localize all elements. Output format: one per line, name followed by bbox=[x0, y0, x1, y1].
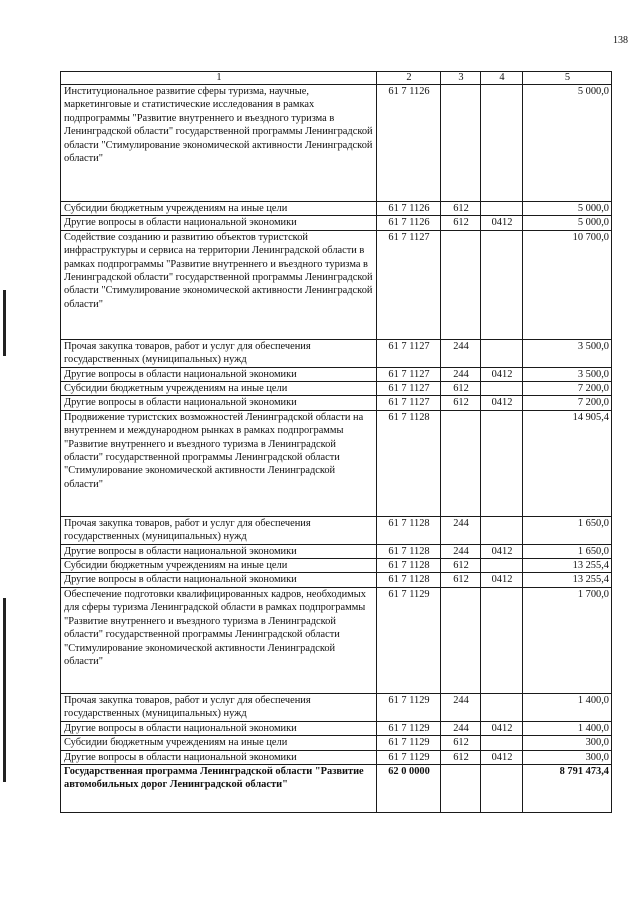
table-row bbox=[61, 85, 612, 202]
table-row bbox=[61, 721, 612, 735]
row-csr: 61 7 1128 bbox=[377, 559, 441, 573]
row-sum: 5 000,0 bbox=[523, 202, 612, 216]
row-csr: 61 7 1128 bbox=[377, 516, 441, 544]
column-header: 2 bbox=[377, 72, 441, 85]
table-row bbox=[61, 693, 612, 721]
row-vr: 244 bbox=[441, 721, 481, 735]
table-row bbox=[61, 410, 612, 516]
row-vr: 612 bbox=[441, 216, 481, 230]
table-row bbox=[61, 339, 612, 367]
row-sum: 1 400,0 bbox=[523, 721, 612, 735]
row-name: Продвижение туристских возможностей Ленинградской области на внутреннем и международном рынках в рамках подпрограммы "Развитие внутреннего и въездного туризма в Ленинградской области" государственной программы Ленинградской области "Стимулирование экономической активности Ленинградской области" bbox=[61, 410, 377, 516]
column-header: 4 bbox=[481, 72, 523, 85]
table-row-program-total bbox=[61, 764, 612, 812]
table-header-row bbox=[61, 72, 612, 85]
row-rz bbox=[481, 339, 523, 367]
row-vr: 612 bbox=[441, 202, 481, 216]
row-vr: 244 bbox=[441, 367, 481, 381]
row-sum: 1 400,0 bbox=[523, 693, 612, 721]
table-row bbox=[61, 750, 612, 764]
row-vr: 612 bbox=[441, 396, 481, 410]
row-name: Другие вопросы в области национальной экономики bbox=[61, 573, 377, 587]
row-name: Субсидии бюджетным учреждениям на иные цели bbox=[61, 382, 377, 396]
row-sum: 5 000,0 bbox=[523, 216, 612, 230]
row-csr: 61 7 1127 bbox=[377, 367, 441, 381]
row-sum: 7 200,0 bbox=[523, 396, 612, 410]
row-sum: 14 905,4 bbox=[523, 410, 612, 516]
row-sum: 1 650,0 bbox=[523, 516, 612, 544]
row-rz bbox=[481, 693, 523, 721]
row-name: Субсидии бюджетным учреждениям на иные цели bbox=[61, 559, 377, 573]
row-sum: 10 700,0 bbox=[523, 230, 612, 339]
row-sum: 3 500,0 bbox=[523, 367, 612, 381]
row-csr: 62 0 0000 bbox=[377, 764, 441, 812]
table-row bbox=[61, 382, 612, 396]
row-csr: 61 7 1126 bbox=[377, 85, 441, 202]
row-rz bbox=[481, 202, 523, 216]
row-sum: 7 200,0 bbox=[523, 382, 612, 396]
table-row bbox=[61, 736, 612, 750]
scan-artifact bbox=[3, 290, 6, 356]
row-rz bbox=[481, 382, 523, 396]
row-vr: 244 bbox=[441, 693, 481, 721]
row-name: Прочая закупка товаров, работ и услуг для обеспечения государственных (муниципальных) нужд bbox=[61, 516, 377, 544]
row-csr: 61 7 1128 bbox=[377, 573, 441, 587]
row-vr: 612 bbox=[441, 559, 481, 573]
row-csr: 61 7 1129 bbox=[377, 693, 441, 721]
row-name: Другие вопросы в области национальной экономики bbox=[61, 367, 377, 381]
row-rz bbox=[481, 230, 523, 339]
row-csr: 61 7 1129 bbox=[377, 721, 441, 735]
row-sum: 8 791 473,4 bbox=[523, 764, 612, 812]
scan-artifact bbox=[3, 598, 6, 782]
row-rz bbox=[481, 587, 523, 693]
row-sum: 3 500,0 bbox=[523, 339, 612, 367]
row-vr: 612 bbox=[441, 573, 481, 587]
column-header: 1 bbox=[61, 72, 377, 85]
column-header: 5 bbox=[523, 72, 612, 85]
row-name: Институциональное развитие сферы туризма, научные, маркетинговые и статистические исследования в рамках подпрограммы "Развитие внутреннего и въездного туризма в Ленинградской области" государственной программы Ленинградской области "Стимулирование экономической активности Ленинградской области" bbox=[61, 85, 377, 202]
table-row bbox=[61, 216, 612, 230]
row-vr: 244 bbox=[441, 544, 481, 558]
row-sum: 1 650,0 bbox=[523, 544, 612, 558]
row-name: Другие вопросы в области национальной экономики bbox=[61, 396, 377, 410]
row-name: Обеспечение подготовки квалифицированных кадров, необходимых для сферы туризма Ленинградской области в рамках подпрограммы "Развитие внутреннего и въездного туризма в Ленинградской области" государственной программы Ленинградской области "Стимулирование экономической активности Ленинградской области" bbox=[61, 587, 377, 693]
row-name: Прочая закупка товаров, работ и услуг для обеспечения государственных (муниципальных) нужд bbox=[61, 339, 377, 367]
row-vr: 612 bbox=[441, 382, 481, 396]
table-row bbox=[61, 230, 612, 339]
row-rz: 0412 bbox=[481, 573, 523, 587]
row-name: Содействие созданию и развитию объектов туристской инфраструктуры и сервиса на территории Ленинградской области в рамках подпрограммы "Развитие внутреннего и въездного туризма в Ленинградской области" государственной программы Ленинградской области "Стимулирование экономической активности Ленинградской области" bbox=[61, 230, 377, 339]
row-vr bbox=[441, 410, 481, 516]
row-rz bbox=[481, 85, 523, 202]
row-csr: 61 7 1128 bbox=[377, 544, 441, 558]
row-csr: 61 7 1127 bbox=[377, 230, 441, 339]
row-sum: 300,0 bbox=[523, 736, 612, 750]
row-rz bbox=[481, 559, 523, 573]
row-csr: 61 7 1129 bbox=[377, 750, 441, 764]
row-name: Субсидии бюджетным учреждениям на иные цели bbox=[61, 202, 377, 216]
row-rz bbox=[481, 764, 523, 812]
page-number: 138 bbox=[613, 35, 628, 46]
row-rz bbox=[481, 736, 523, 750]
row-sum: 13 255,4 bbox=[523, 559, 612, 573]
row-rz: 0412 bbox=[481, 216, 523, 230]
table-row bbox=[61, 544, 612, 558]
row-csr: 61 7 1129 bbox=[377, 587, 441, 693]
row-csr: 61 7 1127 bbox=[377, 396, 441, 410]
row-vr: 612 bbox=[441, 736, 481, 750]
row-rz bbox=[481, 516, 523, 544]
row-vr bbox=[441, 230, 481, 339]
row-csr: 61 7 1127 bbox=[377, 382, 441, 396]
row-sum: 5 000,0 bbox=[523, 85, 612, 202]
row-sum: 1 700,0 bbox=[523, 587, 612, 693]
row-name: Субсидии бюджетным учреждениям на иные цели bbox=[61, 736, 377, 750]
row-rz: 0412 bbox=[481, 750, 523, 764]
row-sum: 300,0 bbox=[523, 750, 612, 764]
row-csr: 61 7 1126 bbox=[377, 202, 441, 216]
row-vr bbox=[441, 85, 481, 202]
table-row bbox=[61, 559, 612, 573]
row-rz: 0412 bbox=[481, 396, 523, 410]
row-csr: 61 7 1127 bbox=[377, 339, 441, 367]
row-name: Другие вопросы в области национальной экономики bbox=[61, 750, 377, 764]
table-row bbox=[61, 367, 612, 381]
row-name: Другие вопросы в области национальной экономики bbox=[61, 721, 377, 735]
row-rz: 0412 bbox=[481, 367, 523, 381]
row-name: Другие вопросы в области национальной экономики bbox=[61, 216, 377, 230]
table-row bbox=[61, 202, 612, 216]
row-vr: 612 bbox=[441, 750, 481, 764]
row-name: Прочая закупка товаров, работ и услуг для обеспечения государственных (муниципальных) нужд bbox=[61, 693, 377, 721]
row-name: Государственная программа Ленинградской области "Развитие автомобильных дорог Ленинградской области" bbox=[61, 764, 377, 812]
column-header: 3 bbox=[441, 72, 481, 85]
row-vr: 244 bbox=[441, 339, 481, 367]
row-rz: 0412 bbox=[481, 721, 523, 735]
table-row bbox=[61, 516, 612, 544]
budget-table bbox=[60, 71, 612, 813]
row-csr: 61 7 1126 bbox=[377, 216, 441, 230]
row-vr: 244 bbox=[441, 516, 481, 544]
row-csr: 61 7 1129 bbox=[377, 736, 441, 750]
row-csr: 61 7 1128 bbox=[377, 410, 441, 516]
row-sum: 13 255,4 bbox=[523, 573, 612, 587]
row-vr bbox=[441, 587, 481, 693]
row-vr bbox=[441, 764, 481, 812]
table-row bbox=[61, 573, 612, 587]
row-rz: 0412 bbox=[481, 544, 523, 558]
row-rz bbox=[481, 410, 523, 516]
row-name: Другие вопросы в области национальной экономики bbox=[61, 544, 377, 558]
table-row bbox=[61, 587, 612, 693]
table-row bbox=[61, 396, 612, 410]
